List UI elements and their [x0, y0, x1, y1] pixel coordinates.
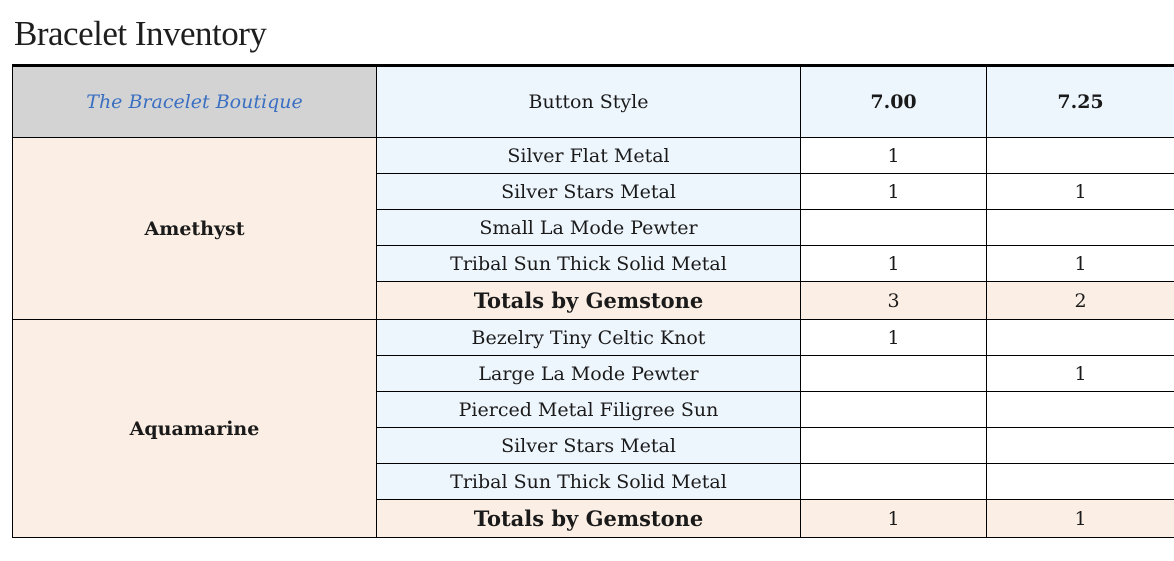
qty-7-00-cell [801, 464, 987, 500]
qty-7-00-cell: 1 [801, 246, 987, 282]
qty-7-25-cell [987, 138, 1174, 174]
qty-7-25-cell: 1 [987, 174, 1174, 210]
style-cell: Bezelry Tiny Celtic Knot [377, 320, 801, 356]
qty-7-00-cell [801, 356, 987, 392]
qty-7-00-cell [801, 210, 987, 246]
table-row [13, 320, 1174, 356]
qty-7-00-cell [801, 392, 987, 428]
table-row [13, 138, 1174, 174]
style-cell: Silver Stars Metal [377, 174, 801, 210]
qty-7-25-cell: 1 [987, 356, 1174, 392]
style-cell: Tribal Sun Thick Solid Metal [377, 464, 801, 500]
button-style-header: Button Style [377, 66, 801, 138]
qty-7-25-cell [987, 392, 1174, 428]
style-cell: Silver Stars Metal [377, 428, 801, 464]
qty-7-00-cell: 1 [801, 174, 987, 210]
qty-7-25-cell [987, 320, 1174, 356]
style-cell: Silver Flat Metal [377, 138, 801, 174]
total-7-00-cell: 3 [801, 282, 987, 320]
gemstone-cell-amethyst: Amethyst [13, 138, 377, 320]
page-title: Bracelet Inventory [14, 14, 267, 53]
total-7-25-cell: 1 [987, 500, 1174, 538]
style-cell: Small La Mode Pewter [377, 210, 801, 246]
qty-7-25-cell [987, 428, 1174, 464]
style-cell: Pierced Metal Filigree Sun [377, 392, 801, 428]
brand-name-cell: The Bracelet Boutique [13, 66, 377, 138]
qty-7-25-cell [987, 464, 1174, 500]
gemstone-cell-aquamarine: Aquamarine [13, 320, 377, 538]
size-header-7-00: 7.00 [801, 66, 987, 138]
style-cell: Large La Mode Pewter [377, 356, 801, 392]
qty-7-25-cell: 1 [987, 246, 1174, 282]
style-cell: Tribal Sun Thick Solid Metal [377, 246, 801, 282]
total-7-25-cell: 2 [987, 282, 1174, 320]
qty-7-00-cell: 1 [801, 138, 987, 174]
totals-label: Totals by Gemstone [377, 282, 801, 320]
qty-7-25-cell [987, 210, 1174, 246]
bracelet-inventory-table [12, 64, 1174, 538]
size-header-7-25: 7.25 [987, 66, 1174, 138]
qty-7-00-cell: 1 [801, 320, 987, 356]
totals-label: Totals by Gemstone [377, 500, 801, 538]
total-7-00-cell: 1 [801, 500, 987, 538]
header-row [13, 66, 1174, 138]
qty-7-00-cell [801, 428, 987, 464]
